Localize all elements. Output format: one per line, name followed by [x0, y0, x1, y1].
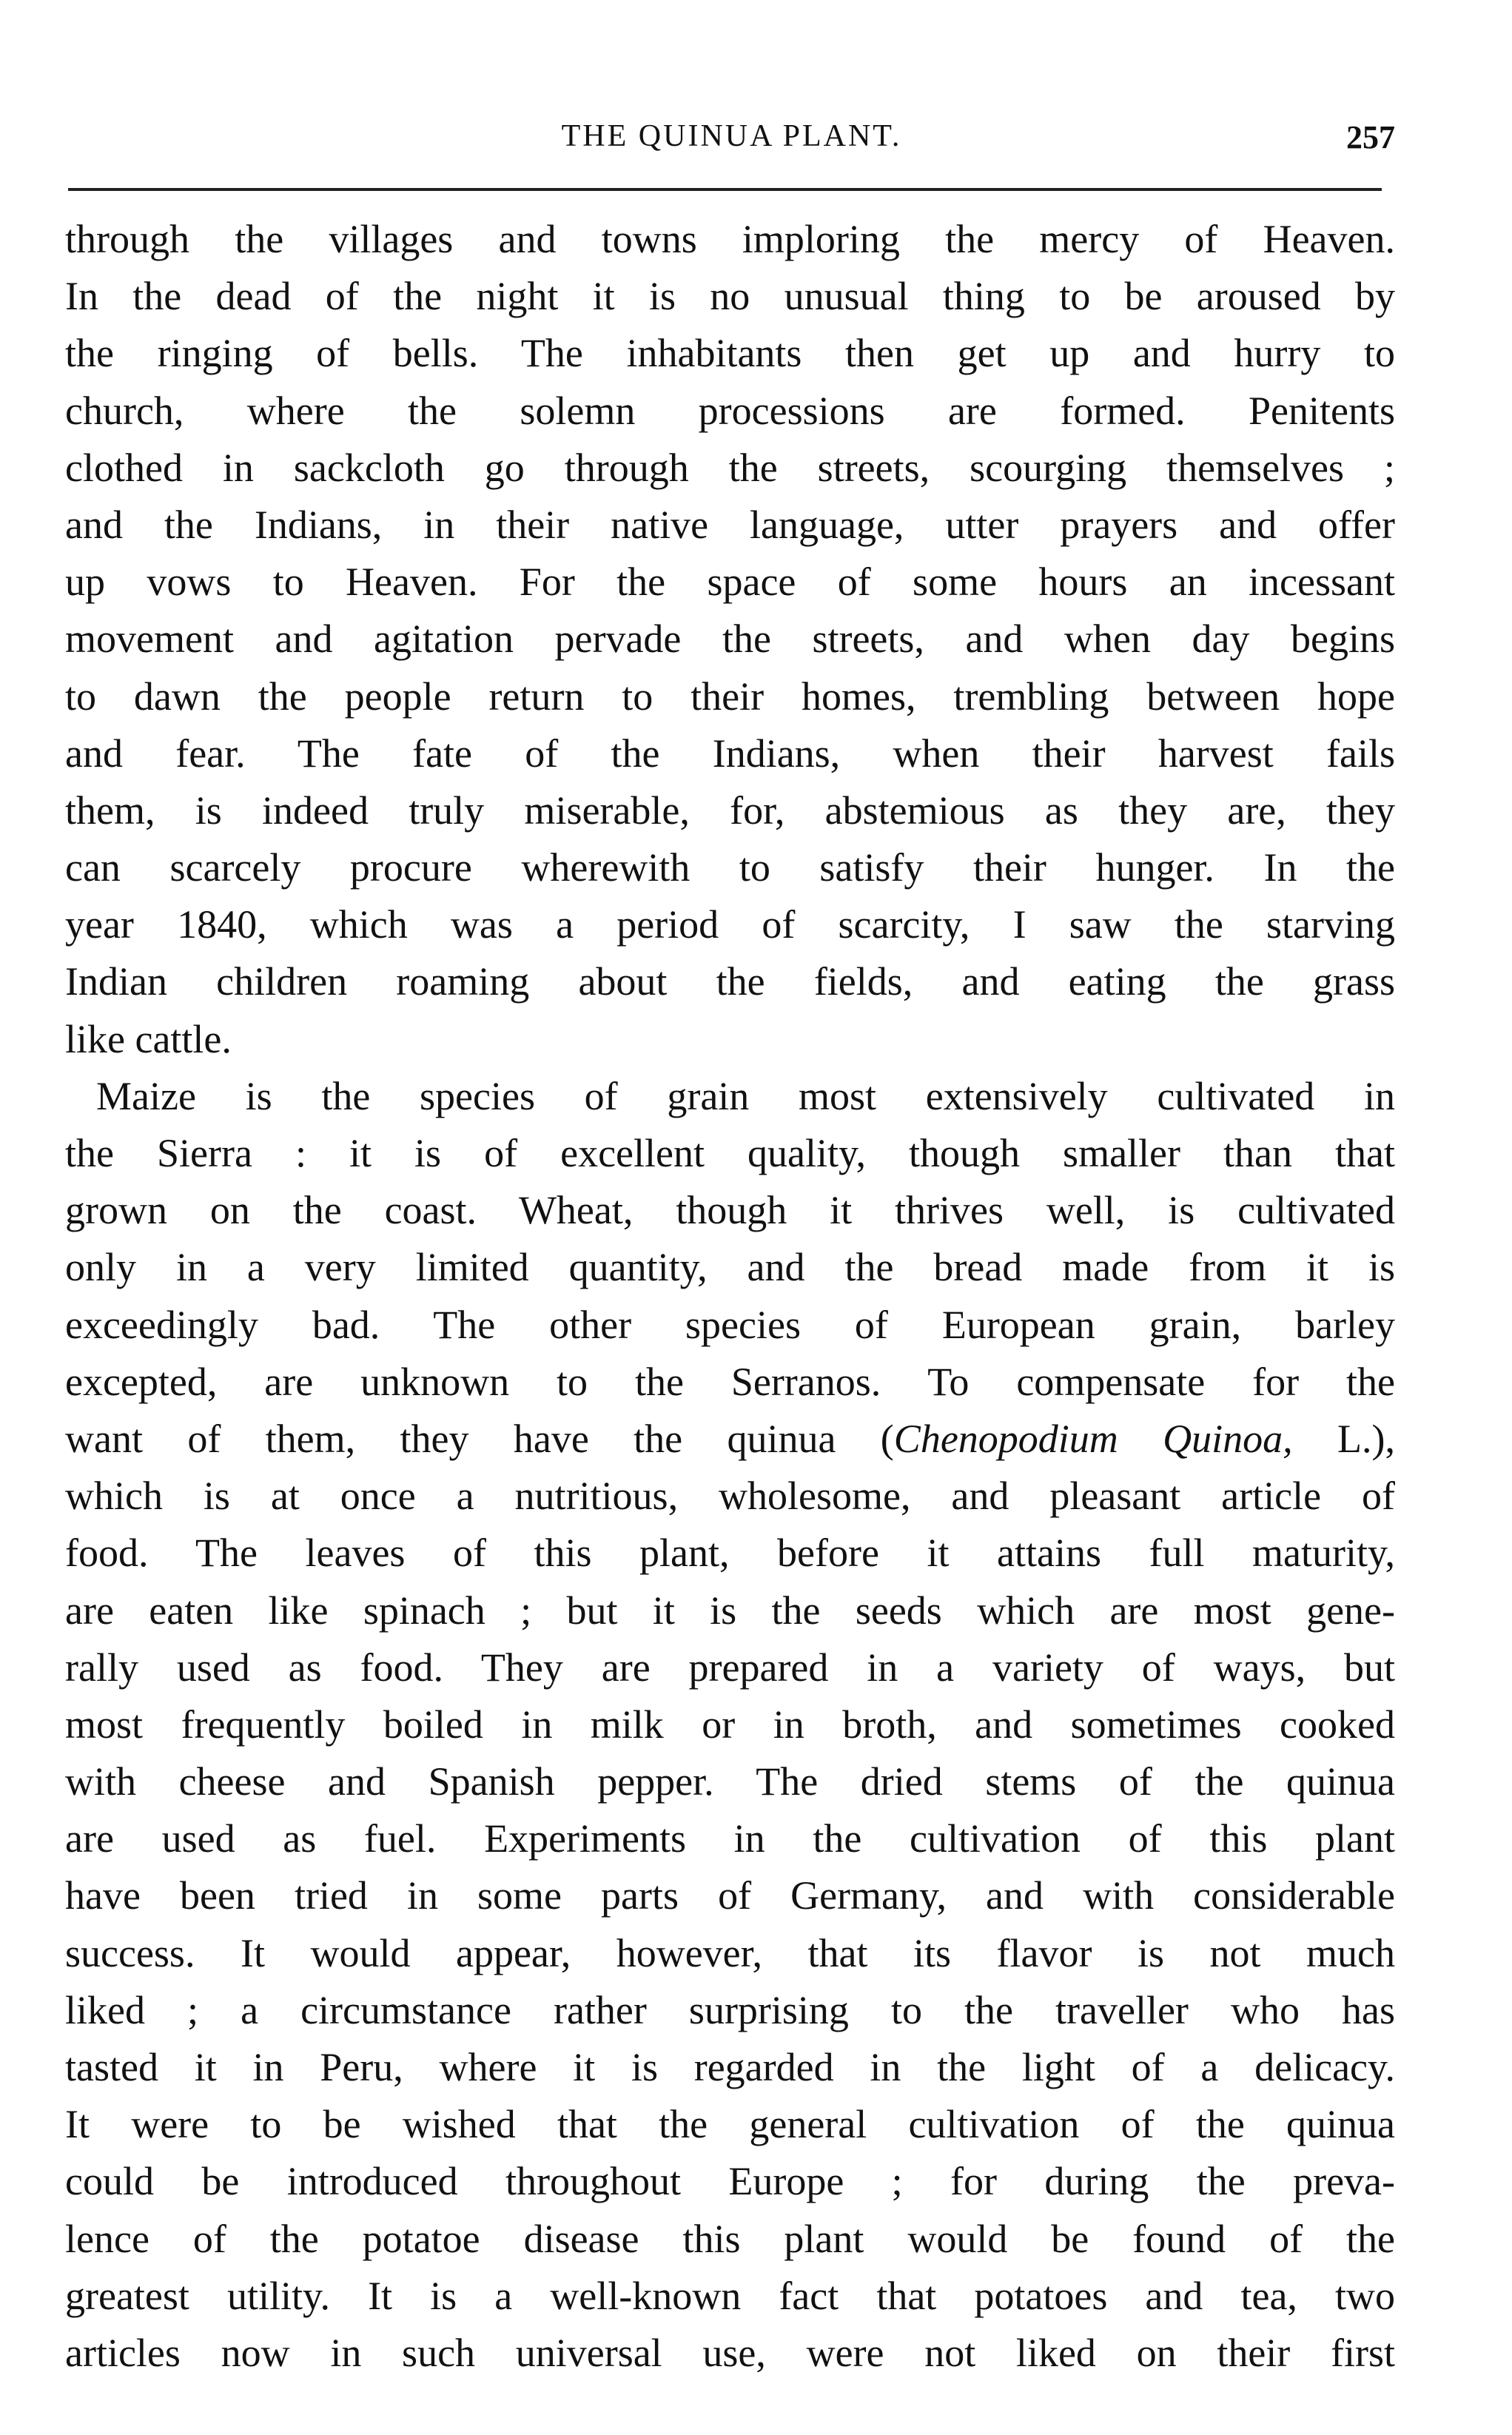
text-segment: L.),: [1292, 1416, 1395, 1461]
text-line: liked ; a circumstance rather surprising to the traveller who has: [65, 1987, 1395, 2032]
text-line: can scarcely procure wherewith to satisfy their hunger. In the: [65, 845, 1395, 890]
text-line: greatest utility. It is a well-known fact that potatoes and tea, two: [65, 2273, 1395, 2318]
text-line: most frequently boiled in milk or in broth, and sometimes cooked: [65, 1702, 1395, 1747]
text-line: articles now in such universal use, were not liked on their first: [65, 2330, 1395, 2375]
text-line: church, where the solemn processions are formed. Penitents: [65, 388, 1395, 433]
text-line: which is at once a nutritious, wholesome, and pleasant article of: [65, 1474, 1395, 1519]
text-line: the ringing of bells. The inhabitants then get up and hurry to: [65, 331, 1395, 376]
text-segment: want of them, they have the quinua (: [65, 1416, 894, 1461]
text-line: them, is indeed truly miserable, for, abstemious as they are, they: [65, 787, 1395, 833]
running-head: [68, 118, 1395, 163]
text-line: It were to be wished that the general cultivation of the quinua: [65, 2102, 1395, 2147]
text-line: [65, 1411, 1395, 1468]
text-line: and the Indians, in their native language, utter prayers and offer: [65, 502, 1395, 547]
text-line: excepted, are unknown to the Serranos. To compensate for the: [65, 1359, 1395, 1404]
text-line: clothed in sackcloth go through the streets, scourging themselves ;: [65, 445, 1395, 490]
text-line: are eaten like spinach ; but it is the seeds which are most gene-: [65, 1588, 1395, 1633]
text-line: year 1840, which was a period of scarcity, I saw the starving: [65, 902, 1395, 947]
text-line: could be introduced throughout Europe ; for during the preva-: [65, 2159, 1395, 2204]
page-body: [65, 211, 1395, 2382]
text-line: and fear. The fate of the Indians, when their harvest fails: [65, 730, 1395, 776]
text-line: exceedingly bad. The other species of European grain, barley: [65, 1302, 1395, 1347]
header-rule: [68, 188, 1382, 191]
text-line: tasted it in Peru, where it is regarded in the light of a delicacy.: [65, 2045, 1395, 2089]
text-line: movement and agitation pervade the streets, and when day begins: [65, 617, 1395, 662]
paragraph: [65, 1068, 1395, 2382]
text-line: up vows to Heaven. For the space of some hours an incessant: [65, 560, 1395, 605]
paragraph: [65, 211, 1395, 1068]
text-line: Maize is the species of grain most extensively cultivated in: [96, 1073, 1395, 1118]
text-line: rally used as food. They are prepared in a variety of ways, but: [65, 1645, 1395, 1690]
italic-species-name: Chenopodium Quinoa,: [893, 1416, 1293, 1461]
text-line: through the villages and towns imploring the mercy of Heaven.: [65, 217, 1395, 261]
text-line: lence of the potatoe disease this plant would be found of the: [65, 2216, 1395, 2261]
text-line: are used as fuel. Experiments in the cultivation of this plant: [65, 1816, 1395, 1861]
text-line: success. It would appear, however, that its flavor is not much: [65, 1930, 1395, 1975]
text-line: In the dead of the night it is no unusual thing to be aroused by: [65, 274, 1395, 319]
page-number: 257: [1346, 119, 1395, 155]
text-line: food. The leaves of this plant, before it attains full maturity,: [65, 1531, 1395, 1576]
text-line: Indian children roaming about the fields, and eating the grass: [65, 959, 1395, 1004]
text-line: have been tried in some parts of Germany, and with considerable: [65, 1873, 1395, 1918]
text-line: grown on the coast. Wheat, though it thrives well, is cultivated: [65, 1188, 1395, 1233]
text-line: the Sierra : it is of excellent quality, though smaller than that: [65, 1131, 1395, 1175]
text-line: only in a very limited quantity, and the bread made from it is: [65, 1245, 1395, 1290]
text-line: like cattle.: [65, 1016, 232, 1061]
text-line: to dawn the people return to their homes, trembling between hope: [65, 674, 1395, 719]
running-head-title: THE QUINUA PLANT.: [561, 119, 902, 153]
text-line: with cheese and Spanish pepper. The dried stems of the quinua: [65, 1759, 1395, 1804]
